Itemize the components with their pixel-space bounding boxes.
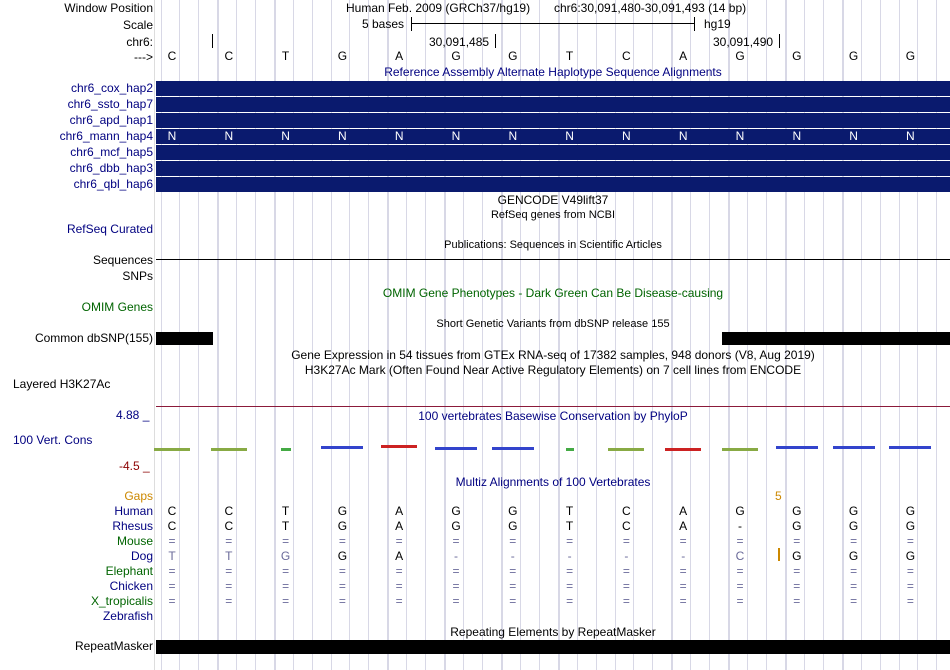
alignment-base: = bbox=[906, 594, 914, 608]
alignment-base: C bbox=[735, 549, 745, 563]
alignment-base: = bbox=[736, 579, 744, 593]
alignment-base: T bbox=[281, 519, 290, 533]
alignment-base: - bbox=[738, 519, 742, 533]
alignment-base: = bbox=[452, 579, 460, 593]
alignment-base: G bbox=[792, 504, 802, 518]
alignment-base: G bbox=[337, 519, 348, 533]
alt-hap-bar[interactable] bbox=[156, 97, 950, 112]
gencode-title[interactable]: GENCODE V49lift37 bbox=[497, 193, 609, 207]
sequences-label[interactable]: Sequences bbox=[92, 253, 153, 267]
alignment-base: C bbox=[622, 504, 631, 518]
alignment-base: = bbox=[736, 594, 744, 608]
reference-base: G bbox=[905, 49, 916, 63]
alignment-base: A bbox=[679, 504, 688, 518]
alignment-base: T bbox=[565, 519, 574, 533]
alignment-base: G bbox=[337, 549, 348, 563]
alignment-base: G bbox=[848, 504, 859, 518]
phylop-title[interactable]: 100 vertebrates Basewise Conservation by PhyloP bbox=[418, 409, 688, 423]
phylop-bar bbox=[154, 448, 190, 451]
alignment-base: = bbox=[679, 594, 687, 608]
alignment-base: = bbox=[395, 579, 403, 593]
phylop-bar bbox=[435, 447, 477, 450]
dbsnp-title[interactable]: Short Genetic Variants from dbSNP release 155 bbox=[436, 318, 670, 330]
n-base: N bbox=[622, 129, 631, 143]
alignment-base: - bbox=[454, 549, 458, 563]
h3k27-label[interactable]: Layered H3K27Ac bbox=[13, 377, 111, 391]
alignment-base: = bbox=[282, 594, 290, 608]
n-base: N bbox=[338, 129, 347, 143]
alignment-base: = bbox=[225, 594, 233, 608]
n-base: N bbox=[792, 129, 802, 143]
species-label[interactable]: Human bbox=[114, 504, 153, 518]
alignment-base: = bbox=[338, 594, 346, 608]
reference-base: C bbox=[622, 49, 631, 63]
label-divider bbox=[154, 0, 155, 670]
phylop-bar bbox=[381, 445, 417, 448]
species-label[interactable]: Elephant bbox=[105, 564, 153, 578]
n-base: N bbox=[508, 129, 518, 143]
alignment-base: = bbox=[509, 534, 517, 548]
dbsnp-label[interactable]: Common dbSNP(155) bbox=[34, 331, 153, 345]
n-base: N bbox=[678, 129, 688, 143]
omim-label[interactable]: OMIM Genes bbox=[81, 300, 153, 314]
alignment-base: = bbox=[168, 594, 176, 608]
alignment-base: = bbox=[622, 579, 630, 593]
alignment-base: T bbox=[168, 549, 176, 563]
alignment-base: - bbox=[510, 549, 515, 563]
alignment-base: - bbox=[624, 549, 629, 563]
alignment-base: = bbox=[679, 579, 687, 593]
species-label[interactable]: Rhesus bbox=[112, 519, 153, 533]
multiz-title[interactable]: Multiz Alignments of 100 Vertebrates bbox=[455, 475, 651, 489]
phylop-bar bbox=[608, 448, 644, 451]
alignment-base: = bbox=[566, 594, 574, 608]
gaps-label[interactable]: Gaps bbox=[124, 489, 153, 503]
alt-hap-label[interactable]: chr6_mcf_hap5 bbox=[70, 145, 153, 159]
phylop-bar bbox=[665, 448, 701, 451]
refseq-subtitle: RefSeq genes from NCBI bbox=[490, 209, 616, 221]
reference-base: C bbox=[224, 49, 234, 63]
phylop-min: -4.5 _ bbox=[119, 459, 150, 473]
species-label[interactable]: Chicken bbox=[109, 579, 153, 593]
repeat-title[interactable]: Repeating Elements by RepeatMasker bbox=[450, 625, 656, 639]
alignment-base: = bbox=[452, 564, 460, 578]
alignment-base: G bbox=[508, 519, 518, 533]
alignment-base: = bbox=[622, 564, 630, 578]
phylop-bar bbox=[492, 447, 534, 450]
assembly-text: Human Feb. 2009 (GRCh37/hg19) bbox=[346, 1, 531, 15]
phylop-bar bbox=[776, 446, 818, 449]
reference-base: A bbox=[395, 49, 404, 63]
alignment-base: = bbox=[282, 534, 290, 548]
alignment-base: = bbox=[168, 564, 176, 578]
alignment-base: - bbox=[567, 549, 572, 563]
alignment-base: = bbox=[338, 564, 346, 578]
alignment-base: = bbox=[793, 534, 801, 548]
alignment-base: = bbox=[906, 579, 914, 593]
scale-label: Scale bbox=[122, 18, 153, 32]
phylop-bar bbox=[722, 448, 758, 451]
alt-hap-bar[interactable] bbox=[156, 81, 950, 96]
alignment-base: A bbox=[679, 519, 688, 533]
ruler-tick-label-1: 30,091,485 bbox=[429, 35, 490, 49]
alignment-base: = bbox=[509, 564, 517, 578]
alignment-base: A bbox=[395, 504, 404, 518]
reference-base: G bbox=[848, 49, 859, 63]
alignment-base: = bbox=[736, 534, 744, 548]
alignment-base: = bbox=[906, 534, 914, 548]
alt-hap-label[interactable]: chr6_dbb_hap3 bbox=[69, 161, 153, 175]
n-base: N bbox=[849, 129, 858, 143]
alignment-base: C bbox=[167, 519, 177, 533]
position-text[interactable]: chr6:30,091,480-30,091,493 (14 bp) bbox=[554, 1, 747, 15]
ruler-tick-label-2: 30,091,490 bbox=[713, 35, 774, 49]
alignment-base: G bbox=[848, 549, 859, 563]
alignment-base: = bbox=[793, 594, 801, 608]
alignment-base: G bbox=[905, 549, 916, 563]
reference-base: G bbox=[337, 49, 348, 63]
repeat-label[interactable]: RepeatMasker bbox=[74, 639, 153, 653]
chrom-label: chr6: bbox=[126, 35, 153, 49]
phylop-bar bbox=[833, 446, 875, 449]
n-base: N bbox=[735, 129, 745, 143]
scale-bar bbox=[411, 23, 694, 24]
alignment-base: = bbox=[793, 579, 801, 593]
phylop-bar bbox=[889, 446, 931, 449]
alignment-base: = bbox=[850, 594, 858, 608]
species-label[interactable]: Dog bbox=[130, 549, 153, 563]
alignment-base: = bbox=[622, 594, 630, 608]
n-base: N bbox=[281, 129, 290, 143]
strand-label: ---> bbox=[134, 50, 153, 64]
alignment-base: = bbox=[906, 564, 914, 578]
alignment-base: = bbox=[338, 534, 346, 548]
ruler-tick bbox=[495, 34, 496, 48]
alignment-base: C bbox=[224, 504, 234, 518]
alignment-base: = bbox=[452, 594, 460, 608]
reference-base: C bbox=[167, 49, 177, 63]
alt-hap-bar[interactable] bbox=[156, 177, 950, 192]
alignment-base: = bbox=[452, 534, 460, 548]
alignment-base: G bbox=[792, 519, 802, 533]
alignment-base: = bbox=[793, 564, 801, 578]
alignment-base: = bbox=[395, 564, 403, 578]
n-base: N bbox=[906, 129, 915, 143]
omim-title[interactable]: OMIM Gene Phenotypes - Dark Green Can Be Disease-causing bbox=[382, 286, 724, 300]
alignment-base: = bbox=[850, 564, 858, 578]
alignment-base: = bbox=[282, 579, 290, 593]
alignment-base: = bbox=[282, 564, 290, 578]
alignment-base: = bbox=[679, 534, 687, 548]
alignment-base: = bbox=[225, 564, 233, 578]
scale-text: 5 bases bbox=[362, 17, 405, 31]
alignment-base: G bbox=[905, 519, 916, 533]
alignment-base: G bbox=[792, 549, 802, 563]
alignment-base: G bbox=[508, 504, 518, 518]
species-label[interactable]: X_tropicalis bbox=[90, 594, 153, 608]
alignment-base: G bbox=[280, 549, 291, 563]
alignment-base: G bbox=[451, 504, 461, 518]
n-base: N bbox=[451, 129, 461, 143]
n-base: N bbox=[224, 129, 234, 143]
reference-base: T bbox=[281, 49, 290, 63]
phylop-bar bbox=[321, 446, 363, 449]
alignment-base: = bbox=[566, 534, 574, 548]
alignment-base: A bbox=[395, 519, 404, 533]
species-label[interactable]: Mouse bbox=[116, 534, 153, 548]
alignment-base: T bbox=[225, 549, 233, 563]
reference-base: G bbox=[451, 49, 461, 63]
alignment-base: G bbox=[848, 519, 859, 533]
alignment-base: G bbox=[337, 504, 348, 518]
gap-value: 5 bbox=[775, 489, 782, 503]
phylop-label[interactable]: 100 Vert. Cons bbox=[13, 433, 93, 447]
alt-hap-title[interactable]: Reference Assembly Alternate Haplotype Sequence Alignments bbox=[384, 65, 722, 79]
n-base: N bbox=[394, 129, 404, 143]
alignment-base: = bbox=[679, 564, 687, 578]
species-label[interactable]: Zebrafish bbox=[102, 609, 153, 623]
n-base: N bbox=[167, 129, 177, 143]
alignment-base: C bbox=[622, 519, 631, 533]
alignment-base: G bbox=[735, 504, 745, 518]
window-position-label: Window Position bbox=[64, 1, 153, 15]
reference-base: G bbox=[508, 49, 518, 63]
scale-db: hg19 bbox=[704, 17, 731, 31]
alignment-base: = bbox=[850, 579, 858, 593]
dbsnp-variant[interactable] bbox=[156, 332, 213, 345]
reference-base: G bbox=[735, 49, 745, 63]
alignment-base: = bbox=[168, 579, 176, 593]
scale-bar-left bbox=[411, 17, 412, 31]
reference-base: T bbox=[565, 49, 574, 63]
alignment-base: A bbox=[395, 549, 404, 563]
alignment-base: C bbox=[167, 504, 177, 518]
alignment-base: = bbox=[850, 534, 858, 548]
alignment-base: = bbox=[566, 579, 574, 593]
alt-hap-label[interactable]: chr6_qbl_hap6 bbox=[73, 177, 153, 191]
alignment-base: - bbox=[681, 549, 686, 563]
alignment-base: = bbox=[168, 534, 176, 548]
alignment-base: = bbox=[225, 579, 233, 593]
alignment-base: = bbox=[395, 534, 403, 548]
alignment-base: G bbox=[905, 504, 916, 518]
alt-hap-bar[interactable] bbox=[156, 113, 950, 128]
alt-hap-label[interactable]: chr6_mann_hap4 bbox=[59, 129, 153, 143]
reference-base: G bbox=[792, 49, 802, 63]
alignment-base: = bbox=[622, 534, 630, 548]
phylop-bar bbox=[566, 448, 574, 451]
publications-title[interactable]: Publications: Sequences in Scientific Articles bbox=[444, 239, 662, 251]
reference-base: A bbox=[679, 49, 688, 63]
snps-label[interactable]: SNPs bbox=[122, 269, 153, 283]
scale-bar-right bbox=[694, 17, 695, 31]
sequences-line bbox=[156, 259, 950, 260]
alignment-base: = bbox=[736, 564, 744, 578]
gap-marker bbox=[778, 548, 780, 561]
phylop-max: 4.88 _ bbox=[116, 408, 150, 422]
refseq-label[interactable]: RefSeq Curated bbox=[66, 222, 153, 236]
alignment-base: = bbox=[509, 579, 517, 593]
alt-hap-label[interactable]: chr6_ssto_hap7 bbox=[67, 97, 153, 111]
alignment-base: T bbox=[281, 504, 290, 518]
phylop-top-line bbox=[156, 406, 950, 407]
alt-hap-label[interactable]: chr6_cox_hap2 bbox=[70, 81, 153, 95]
alignment-base: T bbox=[565, 504, 574, 518]
alignment-base: C bbox=[224, 519, 234, 533]
alt-hap-bar[interactable] bbox=[156, 145, 950, 160]
phylop-bar bbox=[281, 448, 291, 451]
alignment-base: = bbox=[338, 579, 346, 593]
repeat-bar[interactable] bbox=[156, 640, 950, 654]
alignment-base: = bbox=[395, 594, 403, 608]
gtex-title[interactable]: Gene Expression in 54 tissues from GTEx RNA-seq of 17382 samples, 948 donors (V8, Aug 2019) bbox=[291, 348, 815, 362]
ruler-tick bbox=[212, 34, 213, 48]
dbsnp-variant[interactable] bbox=[722, 332, 950, 345]
alt-hap-label[interactable]: chr6_apd_hap1 bbox=[69, 113, 153, 127]
ruler-tick bbox=[779, 34, 780, 48]
alignment-base: = bbox=[566, 564, 574, 578]
alt-hap-bar[interactable] bbox=[156, 161, 950, 176]
n-base: N bbox=[565, 129, 574, 143]
h3k27-title[interactable]: H3K27Ac Mark (Often Found Near Active Regulatory Elements) on 7 cell lines from ENCODE bbox=[304, 363, 802, 377]
alignment-base: G bbox=[451, 519, 461, 533]
alignment-base: = bbox=[509, 594, 517, 608]
phylop-bar bbox=[211, 448, 247, 451]
alignment-base: = bbox=[225, 534, 233, 548]
